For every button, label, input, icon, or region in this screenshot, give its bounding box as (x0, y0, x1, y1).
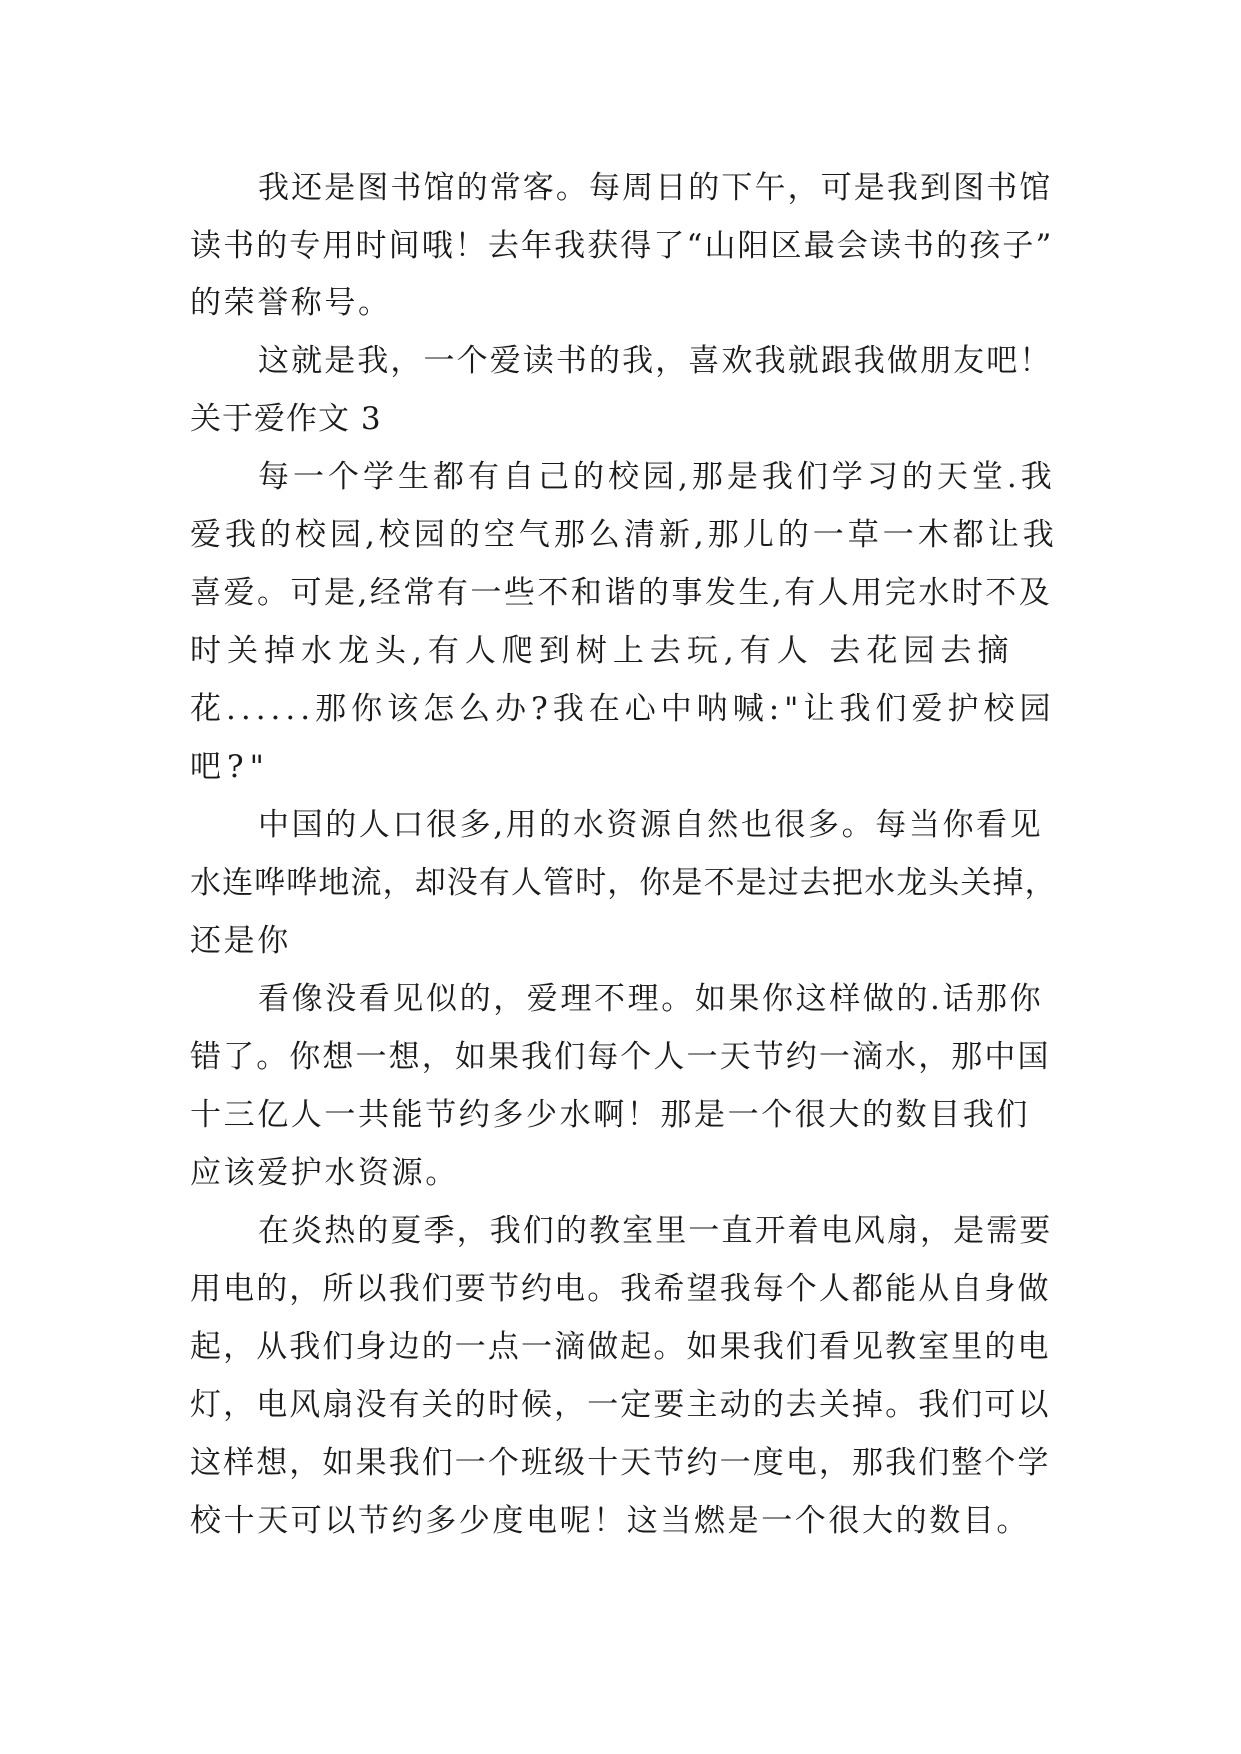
text-line: 灯，电风扇没有关的时候，一定要主动的去关掉。我们可以 (190, 1387, 1051, 1423)
text-line: 十三亿人一共能节约多少水啊！那是一个很大的数目我们 (190, 1097, 1030, 1133)
text-line: 应该爱护水资源。 (190, 1155, 459, 1191)
text-line: 看像没看见似的，爱理不理。如果你这样做的.话那你 (258, 981, 1044, 1017)
text-line: 这就是我，一个爱读书的我，喜欢我就跟我做朋友吧！ (258, 343, 1053, 379)
text-line: 喜爱。可是,经常有一些不和谐的事发生,有人用完水时不及 (190, 575, 1053, 611)
text-line: 读书的专用时间哦！去年我获得了“山阳区最会读书的孩子” (190, 228, 1054, 264)
text-line: 爱我的校园,校园的空气那么清新,那儿的一草一木都让我 (190, 517, 1058, 553)
text-line: 每一个学生都有自己的校园,那是我们学习的天堂.我 (258, 459, 1056, 495)
text-line: 在炎热的夏季，我们的教室里一直开着电风扇，是需要 (258, 1213, 1053, 1249)
text-line: 花......那你该怎么办?我在心中呐喊:"让我们爱护校园 (190, 691, 1056, 727)
text-line: 校十天可以节约多少度电呢！这当燃是一个很大的数目。 (190, 1503, 1030, 1539)
text-line: 这样想，如果我们一个班级十天节约一度电，那我们整个学 (190, 1445, 1051, 1481)
text-line: 的荣誉称号。 (190, 285, 392, 321)
text-line: 时关掉水龙头,有人爬到树上去玩,有人 去花园去摘 (190, 633, 1015, 669)
text-line: 错了。你想一想，如果我们每个人一天节约一滴水，那中国 (190, 1039, 1051, 1075)
text-line: 中国的人口很多,用的水资源自然也很多。每当你看见 (258, 807, 1044, 843)
section-heading: 关于爱作文 3 (190, 401, 382, 437)
text-line: 水连哗哗地流，却没有人管时，你是不是过去把水龙头关掉， (190, 865, 1057, 901)
text-line: 吧?" (190, 749, 270, 785)
text-line: 起，从我们身边的一点一滴做起。如果我们看见教室里的电 (190, 1329, 1051, 1365)
text-line: 我还是图书馆的常客。每周日的下午，可是我到图书馆 (258, 170, 1053, 206)
text-line: 用电的，所以我们要节约电。我希望我每个人都能从自身做 (190, 1271, 1051, 1307)
text-line: 还是你 (190, 923, 291, 959)
